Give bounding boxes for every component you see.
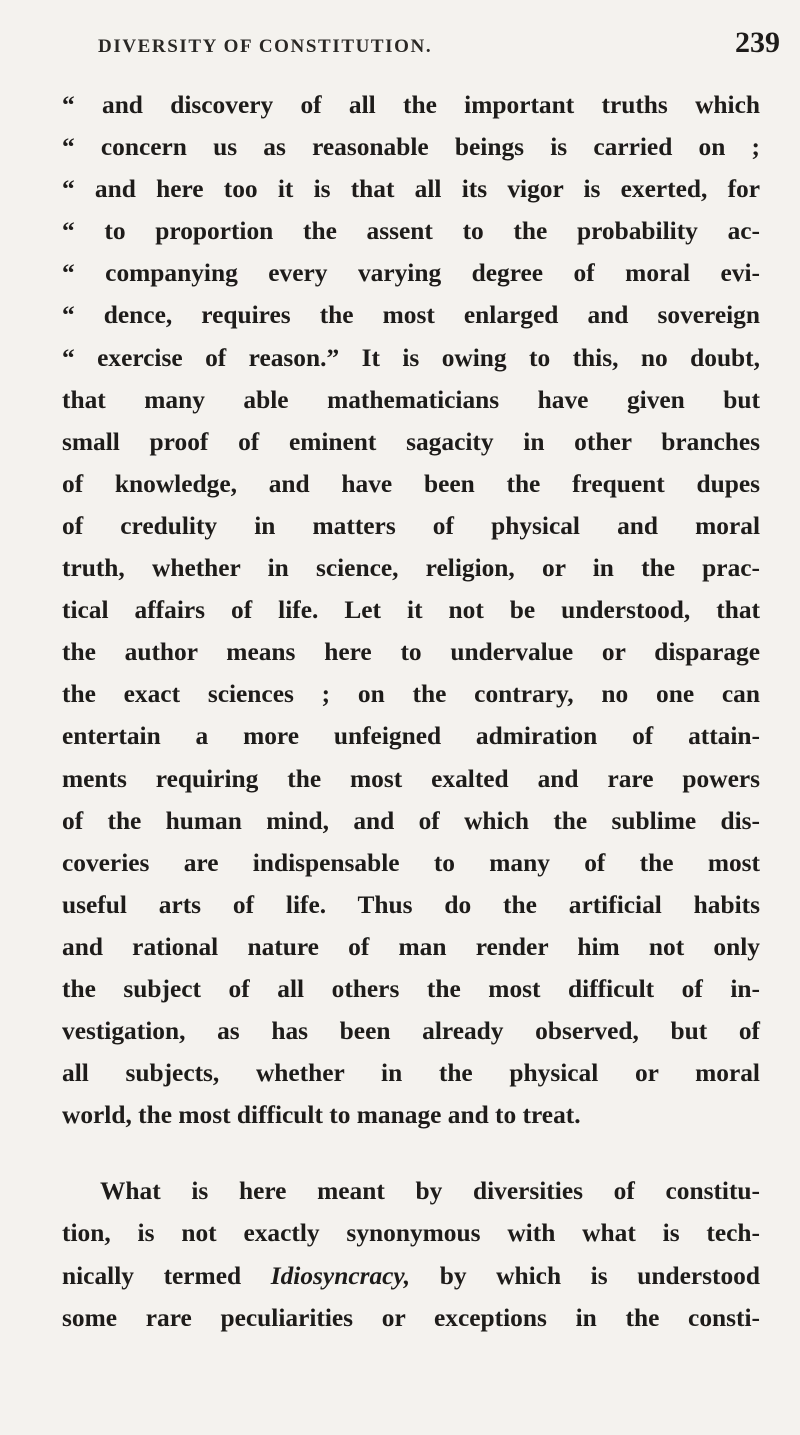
text-line: “ and here too it is that all its vigor is exerted, for (62, 175, 760, 204)
text-line: the exact sciences ; on the contrary, no one can (62, 680, 760, 709)
paragraph-2 (62, 1170, 760, 1338)
text-line: “ exercise of reason.” It is owing to this, no doubt, (62, 343, 760, 372)
text-line: the author means here to undervalue or disparage (62, 638, 760, 667)
running-head (40, 26, 780, 66)
text-line: small proof of eminent sagacity in other branches (62, 427, 760, 456)
text-line: some rare peculiarities or exceptions in the consti- (62, 1303, 760, 1332)
text-line: of the human mind, and of which the sublime dis- (62, 806, 760, 835)
text-line: of credulity in matters of physical and moral (62, 511, 760, 540)
text-line: of knowledge, and have been the frequent dupes (62, 469, 760, 498)
text-line: tion, is not exactly synonymous with what is tech- (62, 1219, 760, 1248)
text-line: “ dence, requires the most enlarged and sovereign (62, 301, 760, 330)
text-line: truth, whether in science, religion, or in the prac- (62, 554, 760, 583)
text-run: nically termed (62, 1261, 271, 1290)
page-number: 239 (735, 26, 780, 59)
italic-term: Idiosyncracy, (270, 1261, 411, 1290)
text-line: entertain a more unfeigned admiration of attain- (62, 722, 760, 751)
text-line: the subject of all others the most difficult of in- (62, 974, 760, 1003)
body-text (62, 84, 760, 1339)
text-line: vestigation, as has been already observed, but of (62, 1017, 760, 1046)
text-line: “ companying every varying degree of moral evi- (62, 259, 760, 288)
text-line: world, the most difficult to manage and to treat. (62, 1101, 581, 1130)
text-line: and rational nature of man render him not only (62, 932, 760, 961)
text-line-with-italic (62, 1255, 760, 1297)
text-run: by which is understood (410, 1261, 760, 1290)
running-title: DIVERSITY OF CONSTITUTION. (98, 36, 433, 57)
text-line: “ to proportion the assent to the probability ac- (62, 217, 760, 246)
text-line: useful arts of life. Thus do the artificial habits (62, 890, 760, 919)
text-line: “ and discovery of all the important truths which (62, 91, 760, 119)
text-line: coveries are indispensable to many of the most (62, 848, 760, 877)
paragraph-1 (62, 84, 760, 1136)
text-line: tical affairs of life. Let it not be understood, that (62, 596, 760, 625)
text-line: “ concern us as reasonable beings is carried on ; (62, 133, 760, 162)
text-line: ments requiring the most exalted and rare powers (62, 764, 760, 793)
text-line: that many able mathematicians have given but (62, 385, 760, 414)
paragraph-gap (62, 1136, 760, 1170)
text-line: all subjects, whether in the physical or moral (62, 1059, 760, 1088)
text-line: What is here meant by diversities of constitu- (100, 1177, 760, 1206)
